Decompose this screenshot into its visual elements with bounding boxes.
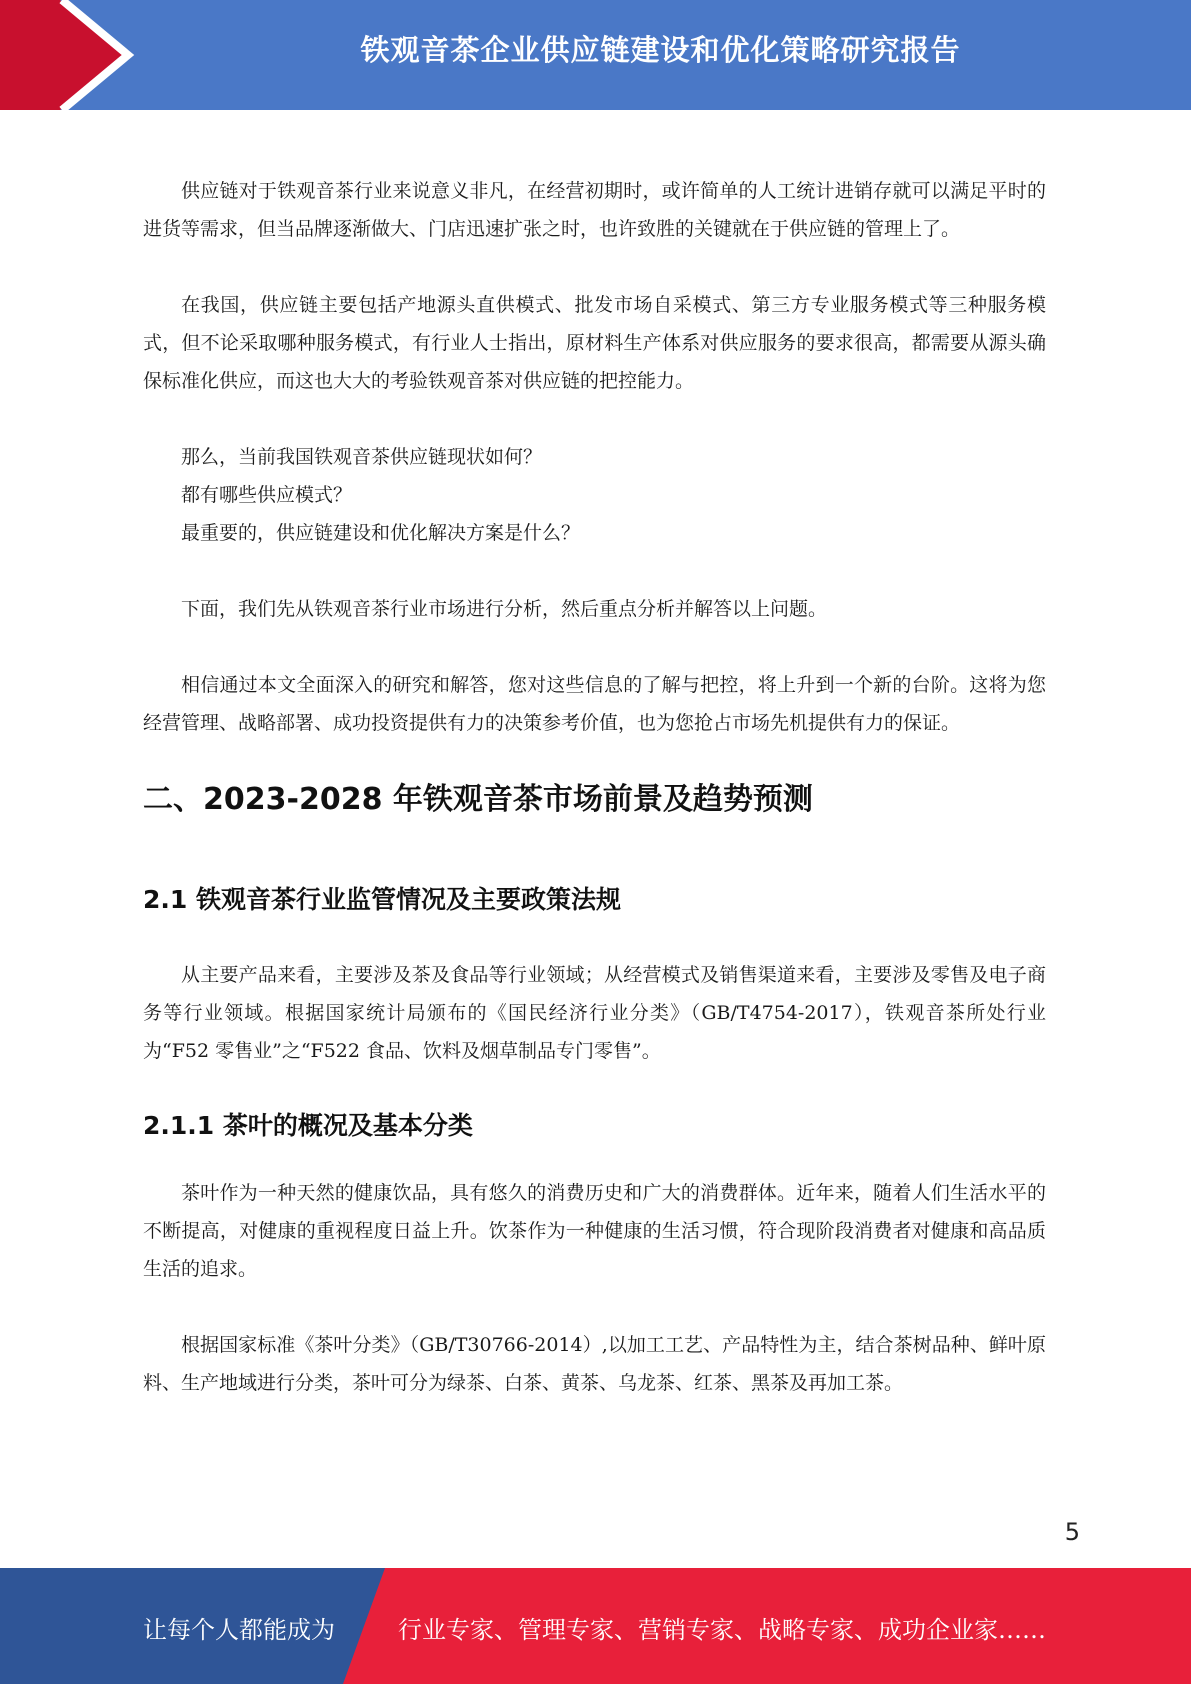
question-list [143, 438, 1046, 552]
subsubsection-heading: 2.1.1 茶叶的概况及基本分类 [143, 1111, 473, 1140]
subsubsection-paragraph-2: 根据国家标准《茶叶分类》（GB/T30766-2014）,以加工工艺、产品特性为主，结合茶树品种、鲜叶原料、生产地域进行分类，茶叶可分为绿茶、白茶、黄茶、乌龙茶、红茶、黑茶及再加工茶。 [143, 1334, 1046, 1394]
question-item: 最重要的，供应链建设和优化解决方案是什么？ [181, 522, 581, 544]
header-arrow-decoration [0, 0, 160, 110]
footer-band [0, 1568, 1191, 1684]
footer-slogan-left: 让每个人都能成为 [143, 1616, 335, 1644]
footer-slogan-right: 行业专家、管理专家、营销专家、战略专家、成功企业家…… [398, 1616, 1046, 1644]
page-number: 5 [1064, 1518, 1080, 1546]
section-heading: 二、2023-2028 年铁观音茶市场前景及趋势预测 [143, 782, 813, 817]
subsubsection-paragraph-1: 茶叶作为一种天然的健康饮品，具有悠久的消费历史和广大的消费群体。近年来，随着人们生活水平的不断提高，对健康的重视程度日益上升。饮茶作为一种健康的生活习惯，符合现阶段消费者对健康和高品质生活的追求。 [143, 1182, 1046, 1280]
question-item: 那么，当前我国铁观音茶供应链现状如何？ [181, 446, 543, 468]
intro-paragraph-1: 供应链对于铁观音茶行业来说意义非凡，在经营初期时，或许简单的人工统计进销存就可以满足平时的进货等需求，但当品牌逐渐做大、门店迅速扩张之时，也许致胜的关键就在于供应链的管理上了。 [143, 180, 1046, 240]
question-item: 都有哪些供应模式？ [181, 484, 353, 506]
intro-paragraph-2: 在我国，供应链主要包括产地源头直供模式、批发市场自采模式、第三方专业服务模式等三种服务模式，但不论采取哪种服务模式，有行业人士指出，原材料生产体系对供应服务的要求很高，都需要从源头确保标准化供应，而这也大大的考验铁观音茶对供应链的把控能力。 [143, 294, 1046, 392]
subsection-paragraph: 从主要产品来看，主要涉及茶及食品等行业领域；从经营模式及销售渠道来看，主要涉及零售及电子商务等行业领域。根据国家统计局颁布的《国民经济行业分类》（GB/T4754-2017），铁观音茶所处行业为“F52 零售业”之“F522 食品、饮料及烟草制品专门零售”。 [143, 964, 1046, 1062]
header-band [0, 0, 1191, 110]
subsection-heading: 2.1 铁观音茶行业监管情况及主要政策法规 [143, 885, 621, 914]
intro-paragraph-3: 下面，我们先从铁观音茶行业市场进行分析，然后重点分析并解答以上问题。 [181, 598, 828, 620]
document-body [143, 172, 1046, 1440]
report-title: 铁观音茶企业供应链建设和优化策略研究报告 [360, 33, 961, 67]
intro-paragraph-4: 相信通过本文全面深入的研究和解答，您对这些信息的了解与把控，将上升到一个新的台阶。这将为您经营管理、战略部署、成功投资提供有力的决策参考价值，也为您抢占市场先机提供有力的保证。 [143, 674, 1046, 734]
